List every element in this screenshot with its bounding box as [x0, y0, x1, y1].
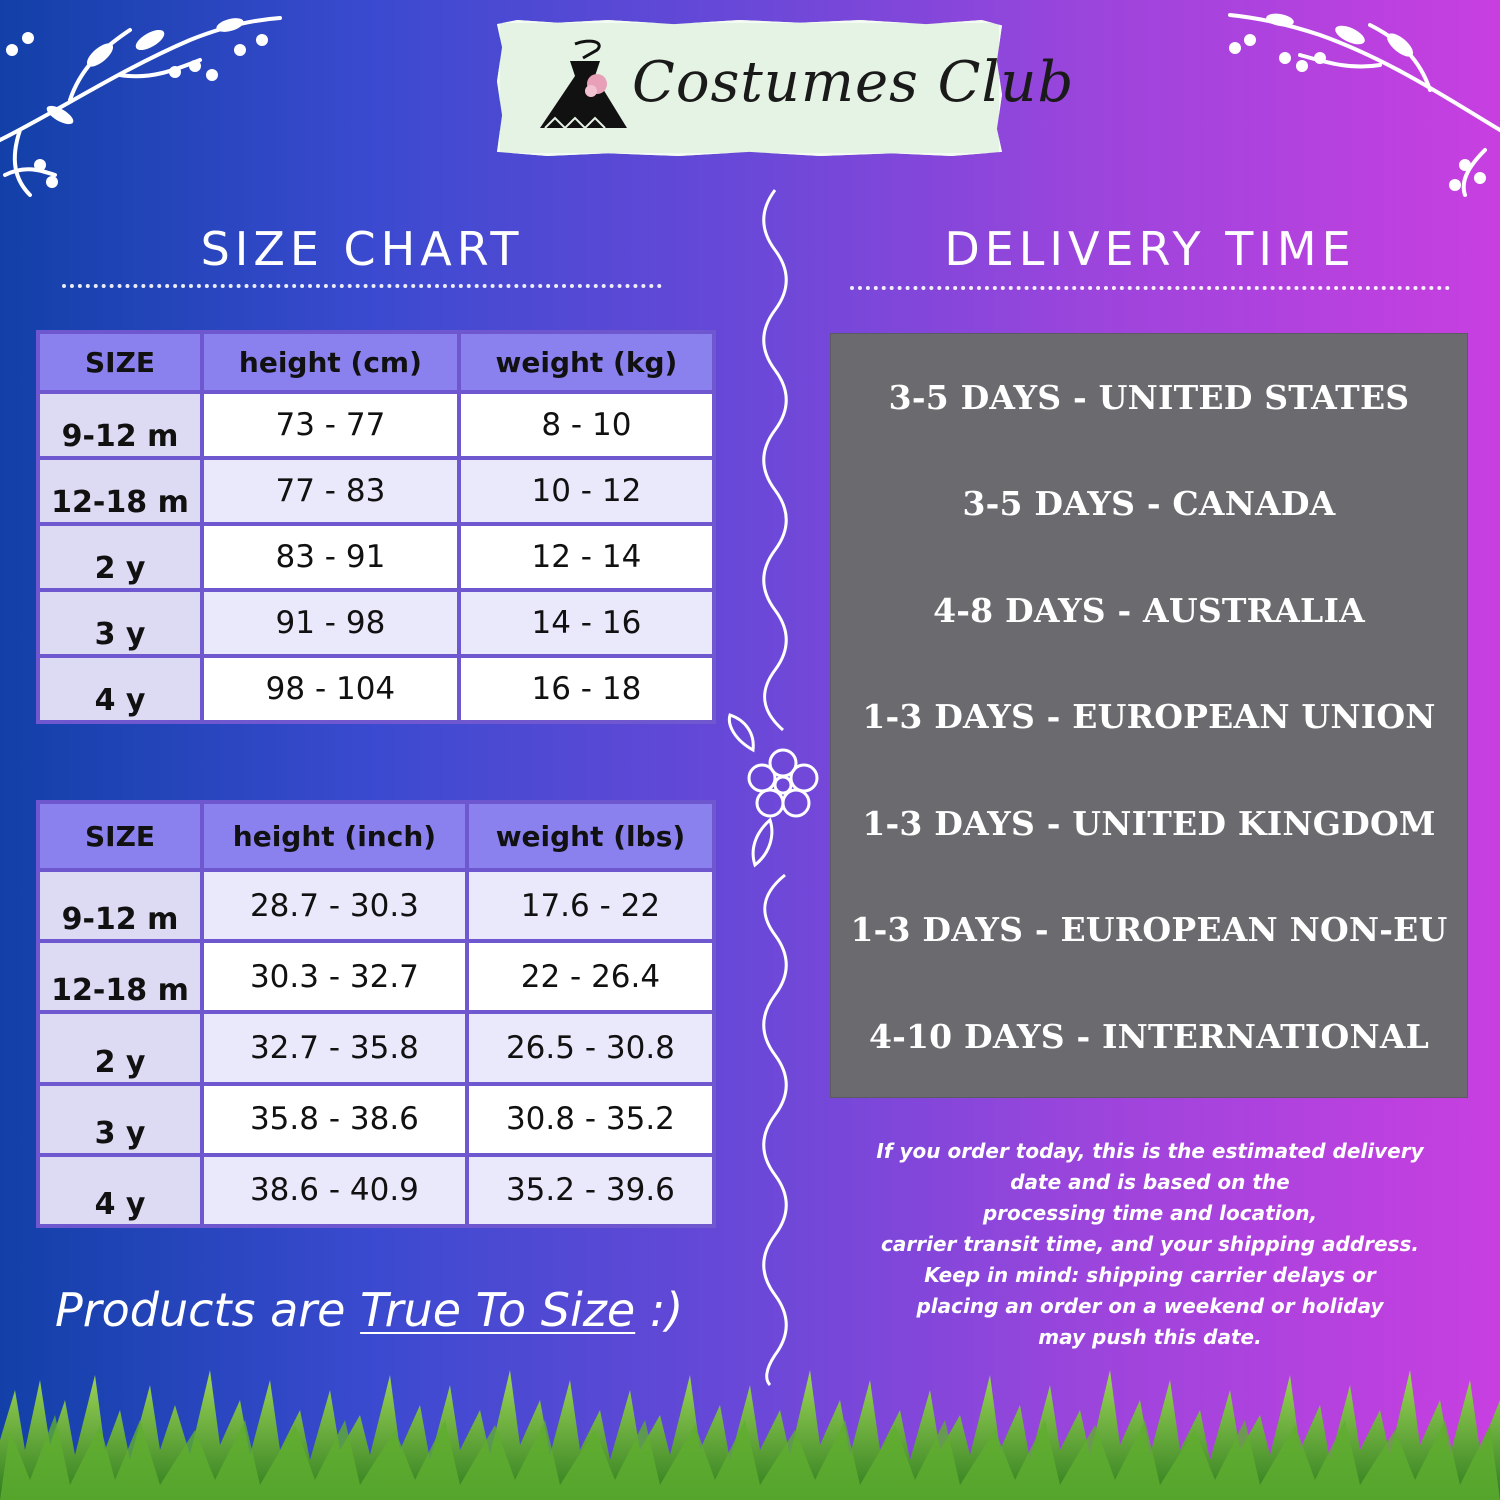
weight-cell: 30.8 - 35.2: [469, 1086, 712, 1153]
delivery-panel: [830, 333, 1468, 1098]
size-cell: 9-12 m: [40, 394, 200, 456]
weight-cell: 26.5 - 30.8: [469, 1014, 712, 1081]
table-row: [40, 1086, 712, 1153]
delivery-line: 4-8 DAYS - AUSTRALIA: [933, 591, 1365, 630]
tts-emphasis: True To Size: [360, 1283, 636, 1337]
delivery-line: 3-5 DAYS - UNITED STATES: [888, 378, 1410, 417]
tts-suffix: :): [635, 1283, 684, 1337]
table-row: [40, 460, 712, 522]
column-header: weight (lbs): [469, 804, 712, 868]
grass-decoration: [0, 1370, 1500, 1500]
wavy-divider: [725, 185, 825, 1390]
true-to-size-note: [55, 1283, 705, 1343]
weight-cell: 22 - 26.4: [469, 943, 712, 1010]
leaf-branch-icon: [0, 0, 290, 210]
flower-icon: [729, 715, 817, 865]
brand-name: Costumes Club: [632, 50, 1075, 115]
weight-cell: 14 - 16: [461, 592, 712, 654]
height-cell: 32.7 - 35.8: [204, 1014, 465, 1081]
column-header: height (inch): [204, 804, 465, 868]
note-line: may push this date.: [1038, 1325, 1262, 1349]
height-cell: 28.7 - 30.3: [204, 872, 465, 939]
delivery-line: 1-3 DAYS - EUROPEAN UNION: [862, 697, 1436, 736]
size-cell: 12-18 m: [40, 943, 200, 1010]
delivery-line: 4-10 DAYS - INTERNATIONAL: [868, 1017, 1430, 1056]
weight-cell: 8 - 10: [461, 394, 712, 456]
hanger-dress-icon: [535, 36, 635, 136]
size-cell: 4 y: [40, 1157, 200, 1224]
size-cell: 9-12 m: [40, 872, 200, 939]
height-cell: 73 - 77: [204, 394, 457, 456]
height-cell: 38.6 - 40.9: [204, 1157, 465, 1224]
table-header-row: [40, 334, 712, 390]
table-row: [40, 394, 712, 456]
size-cell: 2 y: [40, 1014, 200, 1081]
note-line: carrier transit time, and your shipping address.: [881, 1232, 1419, 1256]
height-cell: 30.3 - 32.7: [204, 943, 465, 1010]
height-cell: 35.8 - 38.6: [204, 1086, 465, 1153]
title-divider: [62, 284, 662, 288]
size-table-imperial: [36, 800, 716, 1228]
tts-prefix: Products are: [55, 1283, 361, 1337]
height-cell: 91 - 98: [204, 592, 457, 654]
table-row: [40, 1157, 712, 1224]
note-line: processing time and location,: [982, 1201, 1318, 1225]
delivery-line: 1-3 DAYS - UNITED KINGDOM: [862, 804, 1436, 843]
table-row: [40, 658, 712, 720]
table-row: [40, 1014, 712, 1081]
weight-cell: 17.6 - 22: [469, 872, 712, 939]
table-row: [40, 592, 712, 654]
size-cell: 2 y: [40, 526, 200, 588]
height-cell: 98 - 104: [204, 658, 457, 720]
table-row: [40, 526, 712, 588]
size-cell: 12-18 m: [40, 460, 200, 522]
delivery-line: 3-5 DAYS - CANADA: [962, 484, 1336, 523]
title-divider: [850, 286, 1450, 290]
note-line: If you order today, this is the estimated delivery: [876, 1139, 1424, 1163]
table-row: [40, 872, 712, 939]
column-header: SIZE: [40, 334, 200, 390]
note-line: placing an order on a weekend or holiday: [916, 1294, 1384, 1318]
delivery-note: [850, 1136, 1450, 1353]
note-line: Keep in mind: shipping carrier delays or: [924, 1263, 1376, 1287]
height-cell: 83 - 91: [204, 526, 457, 588]
column-header: height (cm): [204, 334, 457, 390]
weight-cell: 12 - 14: [461, 526, 712, 588]
size-cell: 3 y: [40, 1086, 200, 1153]
size-cell: 4 y: [40, 658, 200, 720]
size-table-metric: [36, 330, 716, 724]
delivery-line: 1-3 DAYS - EUROPEAN NON-EU: [850, 910, 1448, 949]
leaf-branch-icon: [1220, 0, 1500, 200]
note-line: date and is based on the: [1010, 1170, 1290, 1194]
size-cell: 3 y: [40, 592, 200, 654]
column-header: SIZE: [40, 804, 200, 868]
table-header-row: [40, 804, 712, 868]
size-chart-title: SIZE CHART: [200, 222, 524, 276]
weight-cell: 16 - 18: [461, 658, 712, 720]
delivery-time-title: DELIVERY TIME: [944, 222, 1356, 276]
column-header: weight (kg): [461, 334, 712, 390]
height-cell: 77 - 83: [204, 460, 457, 522]
weight-cell: 10 - 12: [461, 460, 712, 522]
weight-cell: 35.2 - 39.6: [469, 1157, 712, 1224]
table-row: [40, 943, 712, 1010]
